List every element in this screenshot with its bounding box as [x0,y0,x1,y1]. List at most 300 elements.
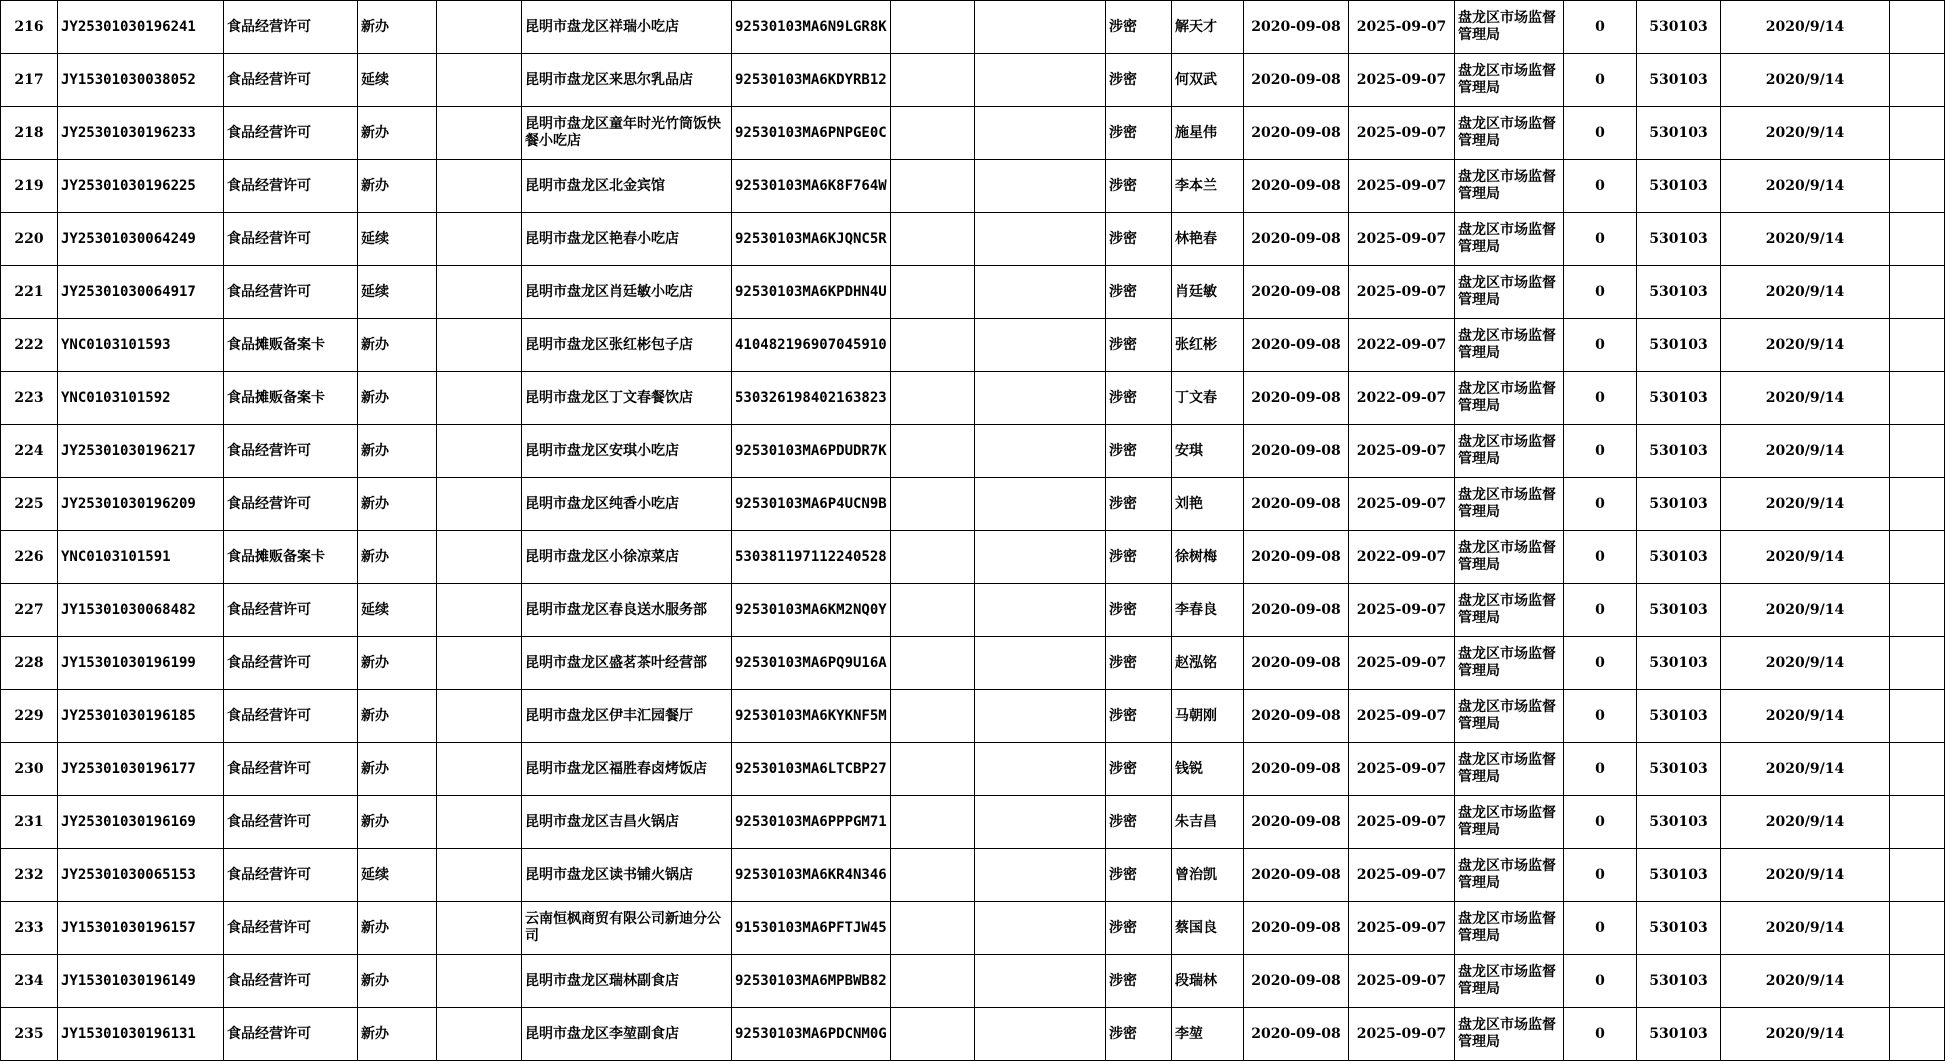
cell-empty [891,319,975,372]
cell-license-number: JY25301030196169 [58,796,224,849]
cell-business-name: 昆明市盘龙区盛茗茶叶经营部 [522,637,732,690]
cell-status-flag: 0 [1564,478,1637,531]
cell-action-type: 新办 [358,160,437,213]
cell-business-name: 昆明市盘龙区张红彬包子店 [522,319,732,372]
cell-legal-person: 施星伟 [1172,107,1244,160]
cell-update-date: 2020/9/14 [1721,531,1890,584]
cell-status-flag: 0 [1564,849,1637,902]
cell-seq: 234 [1,955,58,1008]
cell-valid-to: 2025-09-07 [1349,1,1455,54]
cell-confidential: 涉密 [1106,796,1172,849]
cell-business-name: 昆明市盘龙区李堃副食店 [522,1008,732,1061]
cell-authority: 盘龙区市场监督管理局 [1455,796,1564,849]
cell-action-type: 延续 [358,849,437,902]
cell-status-flag: 0 [1564,1,1637,54]
cell-confidential: 涉密 [1106,478,1172,531]
cell-license-type: 食品经营许可 [224,266,358,319]
cell-valid-from: 2020-09-08 [1244,160,1349,213]
cell-empty [1890,637,1945,690]
table-row [1,796,1945,849]
cell-credit-code: 91530103MA6PFTJW45 [732,902,891,955]
cell-valid-to: 2025-09-07 [1349,107,1455,160]
cell-license-number: JY25301030065153 [58,849,224,902]
cell-license-type: 食品经营许可 [224,955,358,1008]
cell-valid-to: 2025-09-07 [1349,796,1455,849]
cell-valid-from: 2020-09-08 [1244,690,1349,743]
cell-empty [891,425,975,478]
cell-update-date: 2020/9/14 [1721,107,1890,160]
cell-empty [975,54,1106,107]
cell-valid-from: 2020-09-08 [1244,902,1349,955]
cell-update-date: 2020/9/14 [1721,637,1890,690]
cell-empty [891,690,975,743]
cell-license-number: JY15301030196131 [58,1008,224,1061]
cell-empty [1890,266,1945,319]
cell-confidential: 涉密 [1106,743,1172,796]
cell-license-type: 食品摊贩备案卡 [224,531,358,584]
cell-seq: 227 [1,584,58,637]
cell-business-name: 昆明市盘龙区肖廷敏小吃店 [522,266,732,319]
cell-area-code: 530103 [1637,213,1721,266]
cell-empty [437,584,522,637]
table-row [1,1,1945,54]
cell-license-type: 食品经营许可 [224,1008,358,1061]
cell-action-type: 延续 [358,213,437,266]
cell-license-type: 食品经营许可 [224,213,358,266]
cell-authority: 盘龙区市场监督管理局 [1455,1008,1564,1061]
cell-business-name: 昆明市盘龙区丁文春餐饮店 [522,372,732,425]
cell-valid-from: 2020-09-08 [1244,637,1349,690]
cell-update-date: 2020/9/14 [1721,902,1890,955]
cell-legal-person: 刘艳 [1172,478,1244,531]
cell-legal-person: 肖廷敏 [1172,266,1244,319]
cell-update-date: 2020/9/14 [1721,849,1890,902]
cell-business-name: 昆明市盘龙区纯香小吃店 [522,478,732,531]
cell-seq: 220 [1,213,58,266]
cell-empty [437,1,522,54]
cell-valid-to: 2025-09-07 [1349,478,1455,531]
cell-license-number: JY15301030196157 [58,902,224,955]
cell-credit-code: 530326198402163823 [732,372,891,425]
cell-valid-to: 2025-09-07 [1349,584,1455,637]
cell-update-date: 2020/9/14 [1721,584,1890,637]
cell-update-date: 2020/9/14 [1721,478,1890,531]
cell-status-flag: 0 [1564,213,1637,266]
cell-empty [1890,213,1945,266]
cell-license-type: 食品经营许可 [224,796,358,849]
cell-valid-from: 2020-09-08 [1244,1008,1349,1061]
cell-empty [1890,955,1945,1008]
cell-license-number: JY25301030064249 [58,213,224,266]
table-row [1,319,1945,372]
cell-legal-person: 徐树梅 [1172,531,1244,584]
cell-credit-code: 410482196907045910 [732,319,891,372]
cell-empty [975,266,1106,319]
cell-authority: 盘龙区市场监督管理局 [1455,266,1564,319]
cell-seq: 217 [1,54,58,107]
cell-empty [891,584,975,637]
cell-business-name: 昆明市盘龙区春良送水服务部 [522,584,732,637]
cell-update-date: 2020/9/14 [1721,160,1890,213]
cell-business-name: 昆明市盘龙区童年时光竹筒饭快餐小吃店 [522,107,732,160]
cell-authority: 盘龙区市场监督管理局 [1455,54,1564,107]
cell-update-date: 2020/9/14 [1721,955,1890,1008]
cell-empty [891,107,975,160]
cell-status-flag: 0 [1564,160,1637,213]
cell-valid-from: 2020-09-08 [1244,107,1349,160]
cell-update-date: 2020/9/14 [1721,372,1890,425]
cell-license-type: 食品摊贩备案卡 [224,319,358,372]
cell-confidential: 涉密 [1106,955,1172,1008]
cell-license-number: JY25301030196185 [58,690,224,743]
cell-valid-to: 2025-09-07 [1349,425,1455,478]
table-row [1,54,1945,107]
cell-area-code: 530103 [1637,107,1721,160]
cell-business-name: 昆明市盘龙区伊丰汇园餐厅 [522,690,732,743]
cell-legal-person: 解天才 [1172,1,1244,54]
cell-credit-code: 92530103MA6PQ9U16A [732,637,891,690]
cell-seq: 223 [1,372,58,425]
cell-license-type: 食品经营许可 [224,107,358,160]
cell-empty [975,796,1106,849]
cell-business-name: 昆明市盘龙区小徐凉菜店 [522,531,732,584]
cell-empty [1890,425,1945,478]
cell-valid-to: 2025-09-07 [1349,849,1455,902]
cell-legal-person: 安琪 [1172,425,1244,478]
cell-license-type: 食品经营许可 [224,690,358,743]
cell-update-date: 2020/9/14 [1721,1008,1890,1061]
cell-empty [1890,902,1945,955]
cell-credit-code: 92530103MA6KYKNF5M [732,690,891,743]
cell-valid-to: 2025-09-07 [1349,1008,1455,1061]
cell-empty [437,372,522,425]
cell-confidential: 涉密 [1106,160,1172,213]
cell-license-number: JY15301030068482 [58,584,224,637]
cell-credit-code: 92530103MA6P4UCN9B [732,478,891,531]
table-row [1,690,1945,743]
table-row [1,266,1945,319]
cell-legal-person: 曾治凯 [1172,849,1244,902]
cell-valid-from: 2020-09-08 [1244,372,1349,425]
cell-action-type: 新办 [358,743,437,796]
cell-seq: 219 [1,160,58,213]
cell-credit-code: 92530103MA6PPPGM71 [732,796,891,849]
cell-valid-from: 2020-09-08 [1244,478,1349,531]
cell-action-type: 新办 [358,955,437,1008]
cell-empty [437,54,522,107]
cell-empty [1890,107,1945,160]
cell-empty [437,743,522,796]
cell-valid-from: 2020-09-08 [1244,849,1349,902]
cell-authority: 盘龙区市场监督管理局 [1455,425,1564,478]
cell-empty [975,1,1106,54]
table-row [1,107,1945,160]
cell-credit-code: 92530103MA6MPBWB82 [732,955,891,1008]
cell-confidential: 涉密 [1106,425,1172,478]
cell-empty [975,584,1106,637]
cell-status-flag: 0 [1564,425,1637,478]
cell-area-code: 530103 [1637,54,1721,107]
cell-empty [891,1,975,54]
cell-business-name: 昆明市盘龙区福胜春卤烤饭店 [522,743,732,796]
cell-seq: 226 [1,531,58,584]
table-row [1,372,1945,425]
cell-empty [437,796,522,849]
cell-license-number: JY25301030196217 [58,425,224,478]
cell-valid-to: 2025-09-07 [1349,902,1455,955]
cell-legal-person: 张红彬 [1172,319,1244,372]
cell-license-number: JY15301030196149 [58,955,224,1008]
cell-action-type: 新办 [358,902,437,955]
cell-license-type: 食品经营许可 [224,743,358,796]
cell-confidential: 涉密 [1106,213,1172,266]
cell-empty [437,266,522,319]
cell-license-number: JY25301030196225 [58,160,224,213]
cell-confidential: 涉密 [1106,266,1172,319]
table-row [1,1008,1945,1061]
cell-authority: 盘龙区市场监督管理局 [1455,637,1564,690]
cell-license-type: 食品经营许可 [224,902,358,955]
cell-empty [975,1008,1106,1061]
cell-credit-code: 92530103MA6KDYRB12 [732,54,891,107]
cell-seq: 229 [1,690,58,743]
cell-empty [975,849,1106,902]
cell-seq: 230 [1,743,58,796]
cell-status-flag: 0 [1564,1008,1637,1061]
cell-credit-code: 92530103MA6KM2NQ0Y [732,584,891,637]
cell-business-name: 昆明市盘龙区安琪小吃店 [522,425,732,478]
cell-license-number: YNC0103101591 [58,531,224,584]
cell-authority: 盘龙区市场监督管理局 [1455,478,1564,531]
cell-credit-code: 92530103MA6PNPGE0C [732,107,891,160]
cell-status-flag: 0 [1564,107,1637,160]
cell-license-number: YNC0103101592 [58,372,224,425]
cell-area-code: 530103 [1637,796,1721,849]
cell-empty [1890,849,1945,902]
cell-confidential: 涉密 [1106,690,1172,743]
cell-empty [1890,1,1945,54]
cell-confidential: 涉密 [1106,54,1172,107]
cell-empty [891,902,975,955]
cell-valid-to: 2025-09-07 [1349,955,1455,1008]
cell-license-type: 食品经营许可 [224,54,358,107]
cell-action-type: 新办 [358,531,437,584]
cell-legal-person: 朱吉昌 [1172,796,1244,849]
cell-empty [891,372,975,425]
cell-valid-from: 2020-09-08 [1244,213,1349,266]
cell-action-type: 新办 [358,1,437,54]
cell-confidential: 涉密 [1106,531,1172,584]
cell-confidential: 涉密 [1106,1008,1172,1061]
cell-legal-person: 李堃 [1172,1008,1244,1061]
cell-empty [1890,1008,1945,1061]
cell-seq: 218 [1,107,58,160]
cell-empty [975,372,1106,425]
cell-empty [975,955,1106,1008]
cell-empty [975,213,1106,266]
cell-area-code: 530103 [1637,425,1721,478]
cell-valid-to: 2025-09-07 [1349,160,1455,213]
cell-business-name: 昆明市盘龙区祥瑞小吃店 [522,1,732,54]
cell-empty [975,902,1106,955]
cell-authority: 盘龙区市场监督管理局 [1455,849,1564,902]
cell-empty [437,319,522,372]
cell-confidential: 涉密 [1106,372,1172,425]
cell-license-type: 食品经营许可 [224,637,358,690]
cell-update-date: 2020/9/14 [1721,690,1890,743]
cell-status-flag: 0 [1564,637,1637,690]
cell-credit-code: 92530103MA6KR4N346 [732,849,891,902]
cell-empty [975,478,1106,531]
cell-valid-to: 2025-09-07 [1349,54,1455,107]
cell-action-type: 延续 [358,266,437,319]
cell-authority: 盘龙区市场监督管理局 [1455,584,1564,637]
cell-update-date: 2020/9/14 [1721,54,1890,107]
cell-license-number: JY25301030064917 [58,266,224,319]
cell-area-code: 530103 [1637,1,1721,54]
cell-empty [891,531,975,584]
cell-area-code: 530103 [1637,902,1721,955]
cell-seq: 216 [1,1,58,54]
cell-status-flag: 0 [1564,796,1637,849]
cell-area-code: 530103 [1637,478,1721,531]
cell-credit-code: 92530103MA6KJQNC5R [732,213,891,266]
cell-confidential: 涉密 [1106,902,1172,955]
cell-action-type: 延续 [358,54,437,107]
cell-authority: 盘龙区市场监督管理局 [1455,160,1564,213]
cell-empty [437,531,522,584]
table-row [1,478,1945,531]
cell-area-code: 530103 [1637,531,1721,584]
cell-empty [975,531,1106,584]
cell-empty [891,478,975,531]
cell-seq: 225 [1,478,58,531]
table-row [1,531,1945,584]
cell-legal-person: 林艳春 [1172,213,1244,266]
cell-valid-from: 2020-09-08 [1244,531,1349,584]
cell-empty [437,902,522,955]
cell-valid-from: 2020-09-08 [1244,425,1349,478]
cell-authority: 盘龙区市场监督管理局 [1455,213,1564,266]
cell-empty [1890,690,1945,743]
cell-credit-code: 92530103MA6N9LGR8K [732,1,891,54]
cell-confidential: 涉密 [1106,107,1172,160]
cell-empty [437,1008,522,1061]
cell-credit-code: 92530103MA6PDUDR7K [732,425,891,478]
cell-empty [437,107,522,160]
cell-area-code: 530103 [1637,319,1721,372]
cell-action-type: 新办 [358,107,437,160]
cell-license-type: 食品经营许可 [224,478,358,531]
cell-valid-from: 2020-09-08 [1244,266,1349,319]
cell-update-date: 2020/9/14 [1721,319,1890,372]
cell-valid-from: 2020-09-08 [1244,796,1349,849]
cell-legal-person: 赵泓铭 [1172,637,1244,690]
cell-seq: 233 [1,902,58,955]
cell-seq: 232 [1,849,58,902]
cell-update-date: 2020/9/14 [1721,743,1890,796]
cell-business-name: 昆明市盘龙区瑞林副食店 [522,955,732,1008]
cell-seq: 222 [1,319,58,372]
cell-license-number: JY25301030196241 [58,1,224,54]
cell-legal-person: 马朝刚 [1172,690,1244,743]
cell-status-flag: 0 [1564,372,1637,425]
cell-empty [1890,796,1945,849]
cell-empty [975,160,1106,213]
cell-empty [975,743,1106,796]
cell-empty [437,160,522,213]
cell-status-flag: 0 [1564,955,1637,1008]
cell-license-number: JY25301030196177 [58,743,224,796]
cell-license-number: YNC0103101593 [58,319,224,372]
cell-valid-from: 2020-09-08 [1244,743,1349,796]
cell-empty [437,955,522,1008]
cell-action-type: 新办 [358,478,437,531]
cell-action-type: 新办 [358,637,437,690]
cell-empty [437,478,522,531]
cell-empty [891,266,975,319]
cell-business-name: 云南恒枫商贸有限公司新迪分公司 [522,902,732,955]
cell-valid-to: 2022-09-07 [1349,372,1455,425]
cell-license-type: 食品经营许可 [224,1,358,54]
cell-area-code: 530103 [1637,743,1721,796]
cell-empty [437,425,522,478]
cell-seq: 224 [1,425,58,478]
cell-empty [1890,743,1945,796]
cell-area-code: 530103 [1637,637,1721,690]
cell-legal-person: 何双武 [1172,54,1244,107]
table-row [1,160,1945,213]
table-row [1,213,1945,266]
cell-empty [891,213,975,266]
cell-area-code: 530103 [1637,266,1721,319]
cell-valid-to: 2022-09-07 [1349,531,1455,584]
cell-area-code: 530103 [1637,849,1721,902]
cell-valid-to: 2025-09-07 [1349,743,1455,796]
cell-empty [1890,54,1945,107]
cell-authority: 盘龙区市场监督管理局 [1455,902,1564,955]
table-row [1,743,1945,796]
cell-area-code: 530103 [1637,1008,1721,1061]
cell-empty [1890,478,1945,531]
cell-credit-code: 92530103MA6KPDHN4U [732,266,891,319]
cell-action-type: 延续 [358,584,437,637]
cell-confidential: 涉密 [1106,637,1172,690]
cell-area-code: 530103 [1637,372,1721,425]
cell-empty [891,637,975,690]
cell-credit-code: 92530103MA6PDCNM0G [732,1008,891,1061]
cell-status-flag: 0 [1564,584,1637,637]
cell-credit-code: 92530103MA6LTCBP27 [732,743,891,796]
cell-authority: 盘龙区市场监督管理局 [1455,955,1564,1008]
cell-empty [975,319,1106,372]
cell-authority: 盘龙区市场监督管理局 [1455,1,1564,54]
cell-valid-to: 2025-09-07 [1349,213,1455,266]
cell-status-flag: 0 [1564,319,1637,372]
cell-empty [437,637,522,690]
table-row [1,425,1945,478]
cell-empty [437,213,522,266]
cell-empty [1890,160,1945,213]
cell-business-name: 昆明市盘龙区吉昌火锅店 [522,796,732,849]
cell-valid-from: 2020-09-08 [1244,955,1349,1008]
table-row [1,849,1945,902]
cell-empty [975,637,1106,690]
cell-empty [891,796,975,849]
cell-business-name: 昆明市盘龙区来思尔乳品店 [522,54,732,107]
cell-seq: 235 [1,1008,58,1061]
table-row [1,637,1945,690]
